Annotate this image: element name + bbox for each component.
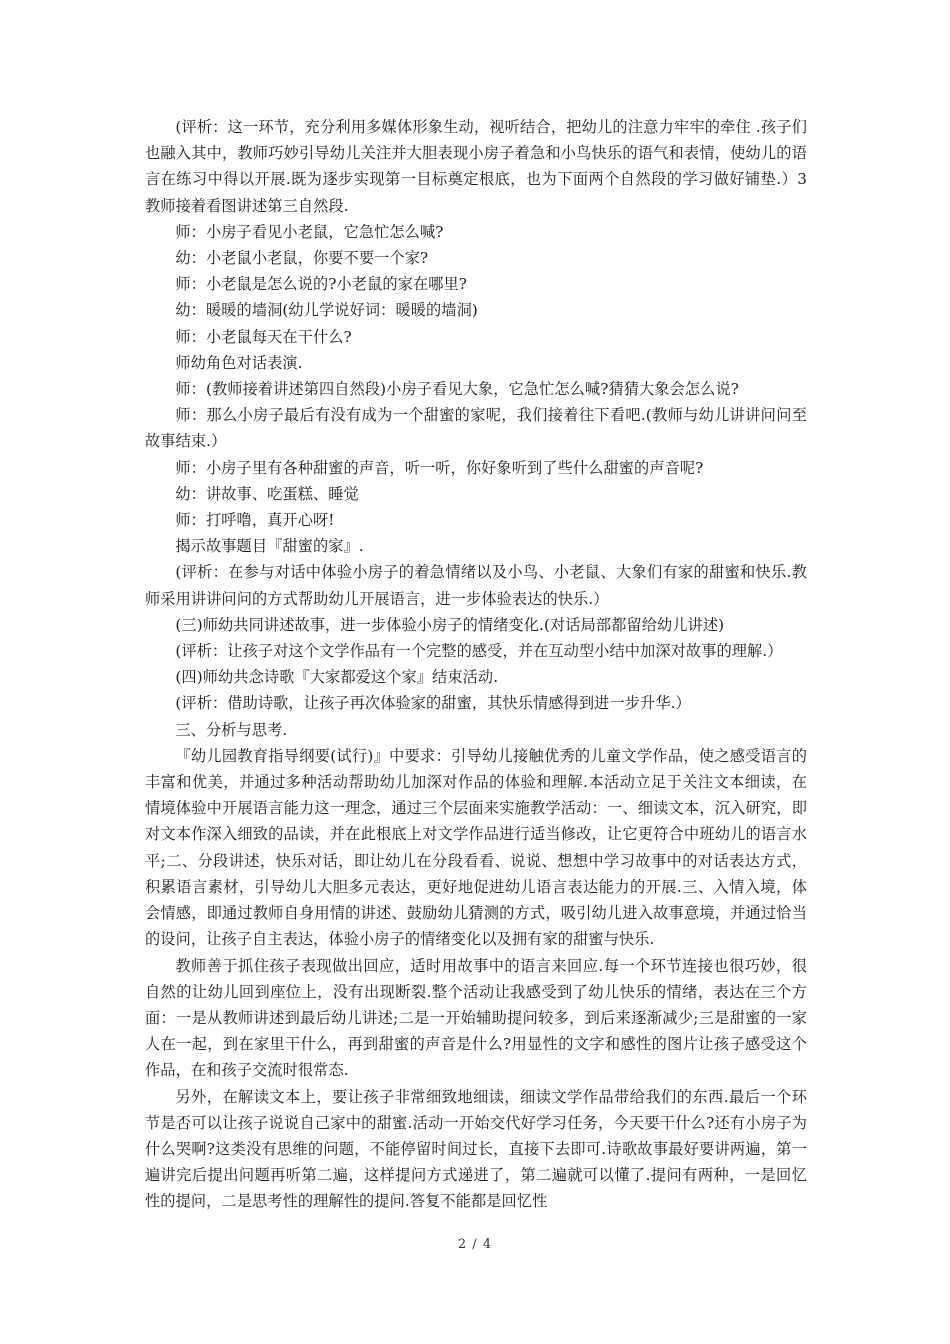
paragraph-18: (评析：借助诗歌，让孩子再次体验家的甜蜜，其快乐情感得到进一步升华.） — [175, 694, 691, 713]
paragraph-21: 教师善于抓住孩子表现做出回应，适时用故事中的语言来回应.每一个环节连接也很巧妙，很自然的让幼儿回到座位上，没有出现断裂.整个活动让我感受到了幼儿快乐的情绪，表达在三个方面：一是从教师讲述到最后幼儿讲述;二是一开始辅助提问较多，到后来逐渐减少;三是甜蜜的一家人在一起，到在家里干什么，再到甜蜜的声音是什么?用显性的文字和感性的图片让孩子感受这个作品，在和孩子交流时很常态. — [145, 956, 807, 1080]
paragraph-11: 幼：讲故事、吃蛋糕、睡觉 — [175, 484, 359, 503]
paragraph-7: 师幼角色对话表演. — [175, 353, 303, 372]
paragraph-15: (三)师幼共同讲述故事，进一步体验小房子的情绪变化.(对话局部都留给幼儿讲述) — [175, 615, 725, 634]
paragraph-3: 幼：小老鼠小老鼠，你要不要一个家? — [175, 249, 429, 268]
paragraph-1: (评析：这一环节，充分利用多媒体形象生动，视听结合，把幼儿的注意力牢牢的牵住 .孩子们也融入其中，教师巧妙引导幼儿关注并大胆表现小房子着急和小鸟快乐的语气和表情，使幼儿的语言在练习中得以开展.既为逐步实现第一目标奠定根底，也为下面两个自然段的学习做好铺垫.）3 教师接着看图讲述第三自然段. — [145, 118, 807, 215]
section-heading: 三、分析与思考. — [175, 720, 288, 739]
paragraph-8: 师：(教师接着讲述第四自然段)小房子看见大象，它急忙怎么喊?猜猜大象会怎么说? — [175, 380, 739, 399]
paragraph-4: 师：小老鼠是怎么说的?小老鼠的家在哪里? — [175, 275, 468, 294]
paragraph-9: 师：那么小房子最后有没有成为一个甜蜜的家呢，我们接着往下看吧.(教师与幼儿讲讲问问至故事结束.） — [145, 406, 807, 451]
paragraph-10: 师：小房子里有各种甜蜜的声音，听一听，你好象听到了些什么甜蜜的声音呢? — [175, 458, 704, 477]
paragraph-6: 师：小老鼠每天在干什么? — [175, 327, 352, 346]
paragraph-17: (四)师幼共念诗歌『大家都爱这个家』结束活动. — [175, 668, 499, 687]
paragraph-16: (评析：让孩子对这个文学作品有一个完整的感受，并在互动型小结中加深对故事的理解.） — [175, 642, 783, 661]
paragraph-13: 揭示故事题目『甜蜜的家』. — [175, 537, 364, 556]
page-number: 2 / 4 — [457, 1237, 493, 1252]
paragraph-14: (评析：在参与对话中体验小房子的着急情绪以及小鸟、小老鼠、大象们有家的甜蜜和快乐.教师采用讲讲问问的方式帮助幼儿开展语言，进一步体验表达的快乐.） — [145, 563, 807, 608]
paragraph-5: 幼：暖暖的墙洞(幼儿学说好词：暖暖的墙洞) — [175, 301, 478, 320]
paragraph-20: 『幼儿园教育指导纲要(试行)』中要求：引导幼儿接触优秀的儿童文学作品，使之感受语言的丰富和优美，并通过多种活动帮助幼儿加深对作品的体验和理解.本活动立足于关注文本细读，在情境体验中开展语言能力这一理念，通过三个层面来实施教学活动：一、细读文本，沉入研究，即对文本作深入细致的品读，并在此根底上对文学作品进行适当修改，让它更符合中班幼儿的语言水平;二、分段讲述，快乐对话，即让幼儿在分段看看、说说、想想中学习故事中的对话表达方式，积累语言素材，引导幼儿大胆多元表达，更好地促进幼儿语言表达能力的开展.三、入情入境，体会情感，即通过教师自身用情的讲述、鼓励幼儿猜测的方式，吸引幼儿进入故事意境，并通过恰当的设问，让孩子自主表达，体验小房子的情绪变化以及拥有家的甜蜜与快乐. — [145, 746, 807, 949]
paragraph-2: 师：小房子看见小老鼠，它急忙怎么喊? — [175, 222, 444, 241]
document-body — [145, 114, 807, 1215]
paragraph-12: 师：打呼噜，真开心呀! — [175, 511, 335, 530]
paragraph-22: 另外，在解读文本上，要让孩子非常细致地细读，细读文学作品带给我们的东西.最后一个环节是否可以让孩子说说自己家中的甜蜜.活动一开始交代好学习任务，今天要干什么?还有小房子为什么哭啊?这类没有思维的问题，不能停留时间过长，直接下去即可.诗歌故事最好要讲两遍，第一遍讲完后提出问题再听第二遍，这样提问方式递进了，第二遍就可以懂了.提问有两种，一是回忆性的提问，二是思考性的理解性的提问.答复不能都是回忆性 — [145, 1087, 807, 1211]
